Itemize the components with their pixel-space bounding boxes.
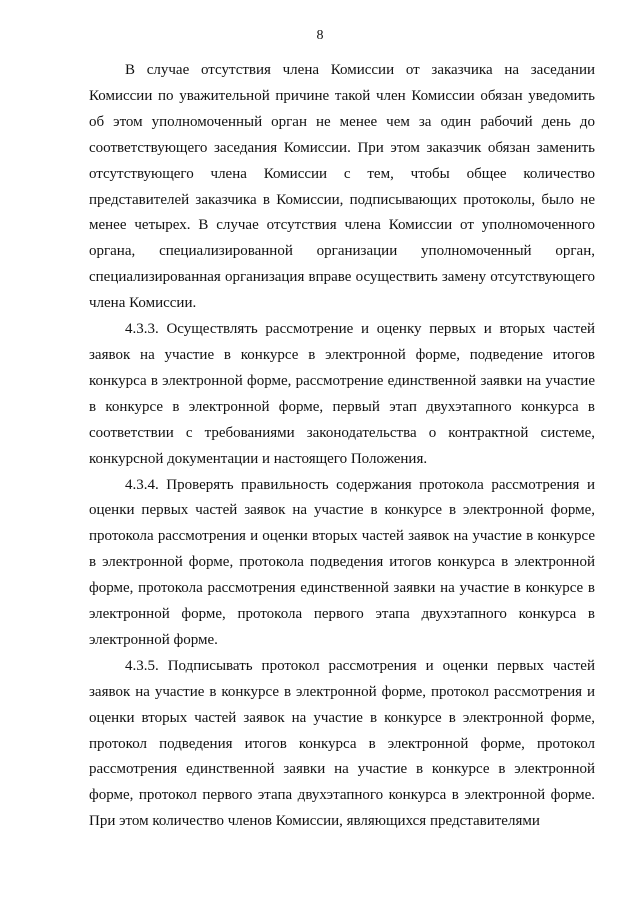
paragraph-4-3-4: 4.3.4. Проверять правильность содержания протокола рассмотрения и оценки первых частей заявок на участие в конкурсе в электронной форме, протокола рассмотрения и оценки вторых частей заявок на участие в конкурсе в электронной форме, протокола подведения итогов конкурса в электронной форме, протокола рассмотрения единственной заявки на участие в конкурсе в электронной форме, протокола первого этапа двухэтапного конкурса в электронной форме. [89,476,595,648]
document-body [89,58,595,835]
page-number: 8 [316,28,324,43]
paragraph-4-3-3: 4.3.3. Осуществлять рассмотрение и оценку первых и вторых частей заявок на участие в конкурсе в электронной форме, подведение итогов конкурса в электронной форме, рассмотрение единственной заявки на участие в конкурсе в электронной форме, первый этап двухэтапного конкурса в соответствии с требованиями законодательства о контрактной системе, конкурсной документации и настоящего Положения. [89,321,595,467]
paragraph-member-absence: В случае отсутствия члена Комиссии от заказчика на заседании Комиссии по уважительной причине такой член Комиссии обязан уведомить об этом уполномоченный орган не менее чем за один рабочий день до соответствующего заседания Комиссии. При этом заказчик обязан заменить отсутствующего члена Комиссии с тем, чтобы общее количество представителей заказчика в Комиссии, подписывающих протоколы, было не менее четырех. В случае отсутствия члена Комиссии от уполномоченного органа, специализированной организации уполномоченный орган, специализированная организация вправе осуществить замену отсутствующего члена Комиссии. [89,62,595,312]
paragraph-4-3-5: 4.3.5. Подписывать протокол рассмотрения и оценки первых частей заявок на участие в конкурсе в электронной форме, протокол рассмотрения и оценки вторых частей заявок на участие в конкурсе в электронной форме, протокол подведения итогов конкурса в электронной форме, протокол рассмотрения единственной заявки на участие в конкурсе в электронной форме, протокол первого этапа двухэтапного конкурса в электронной форме. При этом количество членов Комиссии, являющихся представителями [89,657,595,830]
